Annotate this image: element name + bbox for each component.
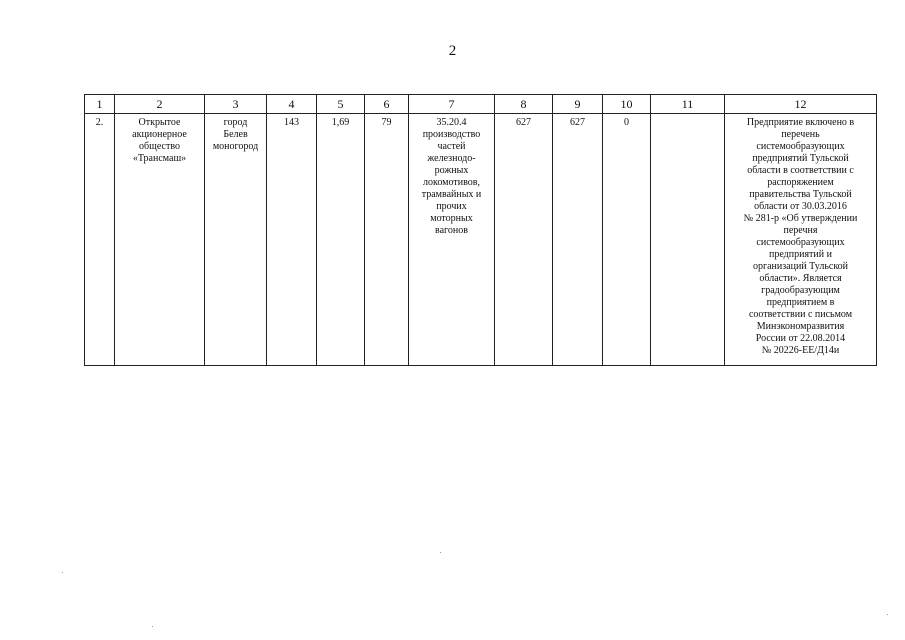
column-header-6: 6 <box>365 95 409 114</box>
activity-cell <box>409 114 495 366</box>
column-header-12: 12 <box>725 95 877 114</box>
header-row <box>85 95 877 114</box>
note-text: Предприятие включено в перечень системообразующих предприятий Тульской области в соответствии с распоряжением правительства Тульской области от 30.03.2016 № 281-р «Об утверждении перечня системообразующих предприятий и организаций Тульской области». Является градообразующим предприятием в соответствии с письмом Минэкономразвития России от 22.08.2014 № 20226-ЕЕ/Д14и <box>743 117 858 356</box>
col10-cell <box>603 114 651 366</box>
organization-cell <box>115 114 205 366</box>
column-header-8: 8 <box>495 95 553 114</box>
col11-cell <box>651 114 725 366</box>
col5-value: 1,69 <box>331 117 350 128</box>
column-header-10: 10 <box>603 95 651 114</box>
col9-value: 627 <box>570 117 585 128</box>
col10-value: 0 <box>624 117 629 128</box>
data-table <box>84 94 877 366</box>
col5-cell <box>317 114 365 366</box>
scan-speck <box>440 552 441 553</box>
column-header-5: 5 <box>317 95 365 114</box>
col6-cell <box>365 114 409 366</box>
column-header-2: 2 <box>115 95 205 114</box>
column-header-9: 9 <box>553 95 603 114</box>
scan-speck <box>62 572 63 573</box>
col9-cell <box>553 114 603 366</box>
column-header-3: 3 <box>205 95 267 114</box>
scan-speck <box>152 626 153 627</box>
activity-text: 35.20.4 производство частей железнодо- рожных локомотивов, трамвайных и прочих моторных вагонов <box>421 117 482 236</box>
col6-value: 79 <box>381 117 392 128</box>
page-number: 2 <box>448 43 457 59</box>
column-header-4: 4 <box>267 95 317 114</box>
row-number-cell <box>85 114 115 366</box>
table-row <box>85 114 877 366</box>
column-header-7: 7 <box>409 95 495 114</box>
location-text: город Белев моногород <box>212 117 259 152</box>
col8-cell <box>495 114 553 366</box>
col4-value: 143 <box>284 117 299 128</box>
location-cell <box>205 114 267 366</box>
organization-name: Открытое акционерное общество «Трансмаш» <box>132 117 187 164</box>
note-cell <box>725 114 877 366</box>
column-header-1: 1 <box>85 95 115 114</box>
col4-cell <box>267 114 317 366</box>
col8-value: 627 <box>516 117 531 128</box>
scan-speck <box>887 614 888 615</box>
row-number: 2. <box>95 117 104 128</box>
column-header-11: 11 <box>651 95 725 114</box>
